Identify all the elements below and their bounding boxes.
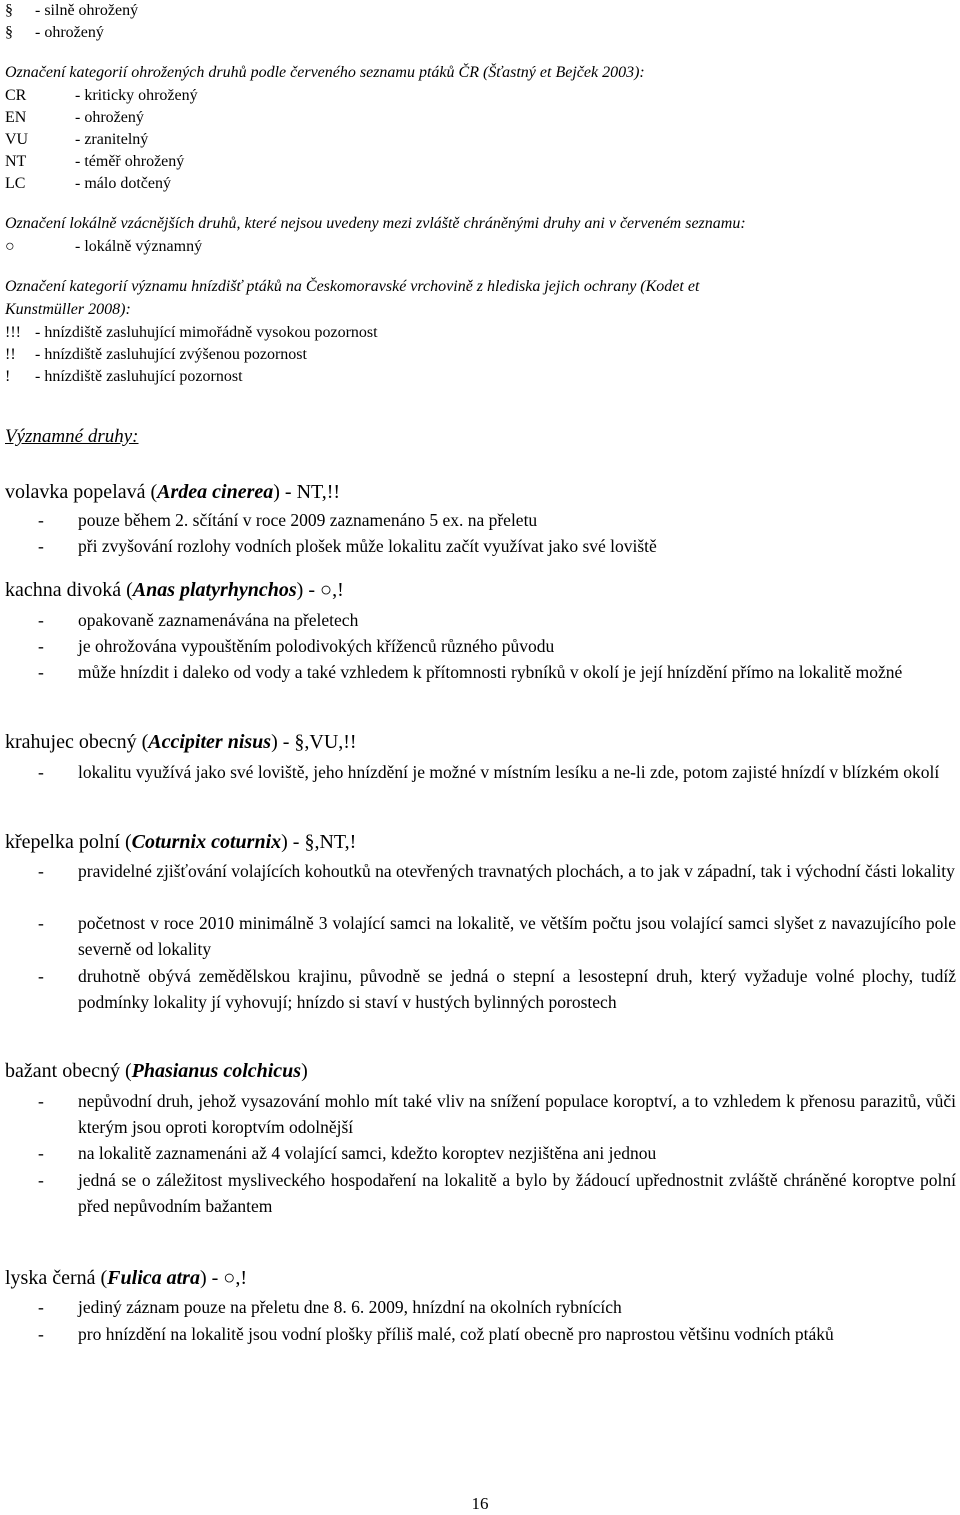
species-heading: [5, 481, 340, 504]
species-name: volavka popelavá (: [5, 481, 158, 503]
circle-icon: ○: [5, 238, 15, 255]
bullet-text: je ohrožována vypouštěním polodivokých kříženců různého původu: [78, 636, 555, 656]
species-bullet: - druhotně obývá zemědělskou krajinu, původně se jedná o stepní a lesostepní druh, který vyžaduje volné plochy, tudíž podmínky lokality jí vyhovují; hnízdo si staví v hustých bylinných porostech: [38, 963, 956, 1015]
species-bullet: - je ohrožována vypouštěním polodivokých kříženců různého původu: [38, 633, 956, 659]
bullet-text: druhotně obývá zemědělskou krajinu, původně se jedná o stepní a lesostepní druh, který vyžaduje volné plochy, tudíž podmínky lokality jí vyhovují; hnízdo si staví v hustých bylinných porostech: [78, 966, 956, 1012]
exclamation-marks: !: [5, 368, 11, 385]
nest-heading-line1: Označení kategorií významu hnízdišť ptáků na Českomoravské vrchovině z hlediska jejich ochrany (Kodet et: [5, 278, 700, 295]
species-latin: Coturnix coturnix: [131, 831, 282, 853]
species-bullet: - pro hnízdění na lokalitě jsou vodní plošky příliš malé, což platí obecně pro naprostou většinu vodních ptáků: [38, 1321, 956, 1347]
bullet-text: nepůvodní druh, jehož vysazování mohlo mít také vliv na snížení populace koroptví, a to vzhledem k přenosu parazitů, vůči kterým jsou oproti koroptvím odolnější: [78, 1091, 956, 1137]
bullet-text: pouze během 2. sčítání v roce 2009 zaznamenáno 5 ex. na přeletu: [78, 510, 538, 530]
category-code: VU: [5, 131, 29, 148]
species-bullet: - nepůvodní druh, jehož vysazování mohlo mít také vliv na snížení populace koroptví, a to vzhledem k přenosu parazitů, vůči kterým jsou oproti koroptvím odolnější: [38, 1088, 956, 1140]
legend-row: [5, 22, 104, 44]
species-bullet: - jedná se o záležitost mysliveckého hospodaření na lokalitě a bylo by žádoucí upřednostnit zvláště chráněné koroptve polní před nepůvodním bažantem: [38, 1167, 956, 1219]
category-code: EN: [5, 109, 27, 126]
species-heading: [5, 731, 357, 754]
species-latin: Accipiter nisus: [148, 731, 272, 753]
bullet-text: opakovaně zaznamenávána na přeletech: [78, 610, 359, 630]
category-label: - málo dotčený: [75, 175, 171, 192]
category-label: - ohrožený: [75, 109, 144, 126]
red-list-row: [5, 151, 184, 173]
nest-row: [5, 322, 378, 344]
section-symbol: §: [5, 24, 13, 41]
species-heading: [5, 1060, 308, 1083]
species-heading: [5, 579, 344, 602]
local-heading: Označení lokálně vzácnějších druhů, které nejsou uvedeny mezi zvláště chráněnými druhy ani v červeném seznamu:: [5, 215, 746, 232]
species-name: bažant obecný (: [5, 1060, 132, 1082]
red-list-row: [5, 85, 198, 107]
red-list-heading: Označení kategorií ohrožených druhů podle červeného seznamu ptáků ČR (Šťastný et Bejček 2003):: [5, 64, 645, 81]
species-bullet: - pravidelné zjišťování volajících kohoutků na otevřených travnatých plochách, a to jak v západní, tak i východní části lokality: [38, 858, 956, 884]
species-bullet: - na lokalitě zaznamenáni až 4 volající samci, kdežto koroptev nezjištěna ani jednou: [38, 1140, 956, 1166]
species-status: ): [301, 1060, 308, 1082]
nest-label: - hnízdiště zasluhující mimořádně vysokou pozornost: [35, 324, 378, 341]
red-list-row: [5, 107, 144, 129]
species-bullet: - může hnízdit i daleko od vody a také vzhledem k přítomnosti rybníků v okolí je její hnízdění přímo na lokalitě možné: [38, 659, 956, 685]
legend-row: [5, 0, 138, 22]
section-title: Významné druhy:: [5, 426, 139, 447]
red-list-row: [5, 173, 171, 195]
bullet-text: lokalitu využívá jako své loviště, jeho hnízdění je možné v místním lesíku a ne-li zde, potom zajisté hnízdí v blízkém okolí: [78, 762, 940, 782]
species-status: ) - ○,!: [199, 1267, 248, 1289]
species-bullet: - opakovaně zaznamenávána na přeletech: [38, 607, 956, 633]
species-bullet: - početnost v roce 2010 minimálně 3 volající samci na lokalitě, ve větším počtu jsou volající samci slyšet z navazujícího pole severně od lokality: [38, 910, 956, 962]
category-code: LC: [5, 175, 26, 192]
species-name: křepelka polní (: [5, 831, 132, 853]
red-list-row: [5, 129, 148, 151]
nest-heading-line2: Kunstmüller 2008):: [5, 301, 131, 318]
species-status: ) - NT,!!: [273, 481, 341, 503]
section-symbol: §: [5, 2, 13, 19]
nest-row: [5, 344, 307, 366]
local-label: - lokálně významný: [75, 238, 203, 255]
exclamation-marks: !!: [5, 346, 16, 363]
nest-label: - hnízdiště zasluhující pozornost: [35, 368, 243, 385]
nest-row: [5, 366, 243, 388]
bullet-text: jediný záznam pouze na přeletu dne 8. 6. 2009, hnízdní na okolních rybnících: [78, 1297, 622, 1317]
species-status: ) - §,VU,!!: [271, 731, 357, 753]
category-label: - zranitelný: [75, 131, 149, 148]
legend-label: - ohrožený: [35, 24, 104, 41]
species-bullet: - při zvyšování rozlohy vodních plošek může lokalitu začít využívat jako své loviště: [38, 533, 956, 559]
species-bullet: - lokalitu využívá jako své loviště, jeho hnízdění je možné v místním lesíku a ne-li zde, potom zajisté hnízdí v blízkém okolí: [38, 759, 956, 785]
species-heading: [5, 831, 356, 854]
category-code: NT: [5, 153, 27, 170]
species-status: ) - ○,!: [296, 579, 344, 601]
nest-label: - hnízdiště zasluhující zvýšenou pozornost: [35, 346, 307, 363]
legend-label: - silně ohrožený: [35, 2, 139, 19]
bullet-text: jedná se o záležitost mysliveckého hospodaření na lokalitě a bylo by žádoucí upřednostnit zvláště chráněné koroptve polní před nepůvodním bažantem: [78, 1170, 956, 1216]
species-latin: Phasianus colchicus: [131, 1060, 302, 1082]
bullet-text: pro hnízdění na lokalitě jsou vodní plošky příliš malé, což platí obecně pro naprostou většinu vodních ptáků: [78, 1324, 834, 1344]
category-label: - kriticky ohrožený: [75, 87, 198, 104]
species-name: kachna divoká (: [5, 579, 133, 601]
page-number: 16: [471, 1494, 489, 1513]
category-code: CR: [5, 87, 27, 104]
exclamation-marks: !!!: [5, 324, 21, 341]
species-status: ) - §,NT,!: [281, 831, 357, 853]
species-latin: Ardea cinerea: [157, 481, 274, 503]
species-latin: Anas platyrhynchos: [132, 579, 297, 601]
bullet-text: početnost v roce 2010 minimálně 3 volající samci na lokalitě, ve větším počtu jsou volající samci slyšet z navazujícího pole severně od lokality: [78, 913, 956, 959]
species-latin: Fulica atra: [107, 1267, 200, 1289]
bullet-text: může hnízdit i daleko od vody a také vzhledem k přítomnosti rybníků v okolí je její hnízdění přímo na lokalitě možné: [78, 662, 903, 682]
bullet-text: pravidelné zjišťování volajících kohoutků na otevřených travnatých plochách, a to jak v západní, tak i východní části lokality: [78, 861, 955, 881]
species-heading: [5, 1267, 247, 1290]
bullet-text: na lokalitě zaznamenáni až 4 volající samci, kdežto koroptev nezjištěna ani jednou: [78, 1143, 657, 1163]
local-row: [5, 236, 202, 258]
species-bullet: - jediný záznam pouze na přeletu dne 8. 6. 2009, hnízdní na okolních rybnících: [38, 1294, 956, 1320]
category-label: - téměř ohrožený: [75, 153, 185, 170]
bullet-text: při zvyšování rozlohy vodních plošek může lokalitu začít využívat jako své loviště: [78, 536, 657, 556]
species-name: lyska černá (: [5, 1267, 108, 1289]
species-name: krahujec obecný (: [5, 731, 149, 753]
species-bullet: - pouze během 2. sčítání v roce 2009 zaznamenáno 5 ex. na přeletu: [38, 507, 956, 533]
